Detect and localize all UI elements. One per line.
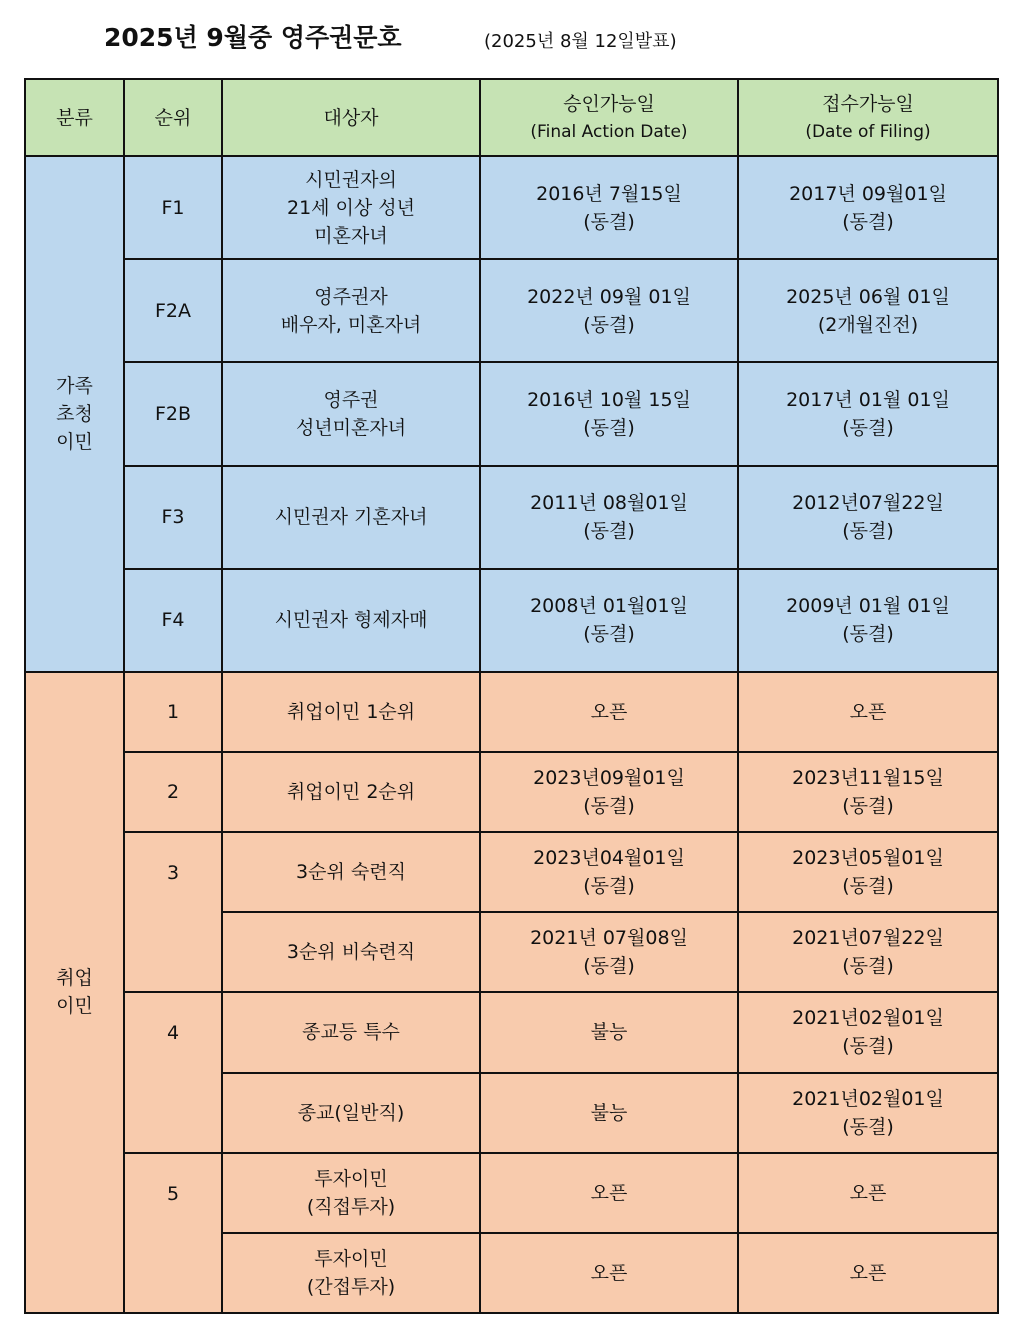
target-cell: [222, 832, 480, 912]
target-line: 투자이민: [314, 1167, 388, 1190]
filing-date: 2017년 01월 01일: [786, 389, 950, 412]
rank-cell: F1: [124, 156, 222, 259]
target-line: (직접투자): [306, 1195, 396, 1218]
filing-cell: [738, 362, 998, 465]
filing-cell: [738, 259, 998, 362]
final-action-status: 오픈: [590, 1181, 628, 1204]
rank-cell: 4: [124, 992, 222, 1152]
target-line: (간접투자): [306, 1275, 396, 1298]
filing-status: (동결): [842, 875, 894, 898]
table-row: [25, 466, 998, 569]
filing-cell: [738, 832, 998, 912]
target-cell: [222, 672, 480, 752]
table-row: [25, 752, 998, 832]
header-filing-ko: 접수가능일: [822, 92, 914, 115]
filing-cell: [738, 992, 998, 1072]
final-action-date: 2011년 08월01일: [530, 492, 688, 515]
filing-status: (2개월진전): [817, 313, 919, 336]
filing-status: (동결): [842, 520, 894, 543]
header-final-action-en: (Final Action Date): [530, 121, 688, 142]
table-row: [25, 362, 998, 465]
final-action-cell: [480, 1073, 738, 1153]
final-action-cell: [480, 1233, 738, 1313]
final-action-date: 2021년 07월08일: [530, 927, 688, 950]
final-action-status: 오픈: [590, 1261, 628, 1284]
filing-cell: [738, 156, 998, 259]
final-action-status: 불능: [590, 1021, 628, 1044]
table-row: [25, 672, 998, 752]
final-action-status: (동결): [583, 955, 635, 978]
final-action-cell: [480, 362, 738, 465]
employment-category-line: 이민: [56, 995, 93, 1018]
filing-date: 2012년07월22일: [792, 492, 944, 515]
target-cell: [222, 1233, 480, 1313]
final-action-cell: [480, 1153, 738, 1233]
rank-cell: 5: [124, 1153, 222, 1313]
target-line: 종교등 특수: [302, 1021, 400, 1044]
filing-date: 2021년02월01일: [792, 1007, 944, 1030]
final-action-cell: [480, 569, 738, 672]
filing-date: 2021년07월22일: [792, 927, 944, 950]
final-action-status: 불능: [590, 1101, 628, 1124]
family-category-line: 이민: [56, 431, 93, 454]
header-filing-en: (Date of Filing): [805, 121, 931, 142]
final-action-cell: [480, 832, 738, 912]
target-line: 시민권자의: [305, 168, 397, 191]
table-row: [25, 992, 998, 1072]
target-cell: [222, 156, 480, 259]
table-row: [25, 832, 998, 912]
final-action-date: 2008년 01월01일: [530, 595, 688, 618]
target-cell: [222, 912, 480, 992]
filing-cell: [738, 752, 998, 832]
table-row: [25, 156, 998, 259]
target-cell: [222, 752, 480, 832]
filing-status: (동결): [842, 210, 894, 233]
filing-status: (동결): [842, 417, 894, 440]
final-action-cell: [480, 992, 738, 1072]
final-action-status: 오픈: [590, 700, 628, 723]
target-line: 취업이민 2순위: [286, 781, 416, 804]
target-cell: [222, 259, 480, 362]
table-row: [25, 569, 998, 672]
filing-cell: [738, 1233, 998, 1313]
header-category: 분류: [25, 79, 124, 156]
target-line: 취업이민 1순위: [286, 700, 416, 723]
filing-cell: [738, 1073, 998, 1153]
final-action-status: (동결): [583, 520, 635, 543]
header-row: [25, 79, 998, 156]
family-category-line: 가족: [56, 375, 93, 398]
final-action-cell: [480, 466, 738, 569]
header-final-action: [480, 79, 738, 156]
target-line: 영주권자: [314, 285, 388, 308]
header-filing: [738, 79, 998, 156]
filing-status: 오픈: [849, 700, 887, 723]
filing-cell: [738, 912, 998, 992]
rank-cell: 2: [124, 752, 222, 832]
filing-status: 오픈: [849, 1261, 887, 1284]
table-row: [25, 259, 998, 362]
final-action-status: (동결): [583, 210, 635, 233]
rank-cell: 3: [124, 832, 222, 992]
target-line: 3순위 숙련직: [296, 861, 406, 884]
final-action-date: 2023년04월01일: [533, 847, 685, 870]
target-cell: [222, 1073, 480, 1153]
employment-category-line: 취업: [56, 967, 93, 990]
rank-cell: F3: [124, 466, 222, 569]
target-line: 영주권: [323, 389, 379, 412]
rank-cell: F2A: [124, 259, 222, 362]
family-category-line: 초청: [56, 403, 93, 426]
final-action-status: (동결): [583, 623, 635, 646]
header-target: 대상자: [222, 79, 480, 156]
rank-cell: F4: [124, 569, 222, 672]
filing-cell: [738, 466, 998, 569]
final-action-cell: [480, 912, 738, 992]
filing-date: 2021년02월01일: [792, 1087, 944, 1110]
final-action-cell: [480, 672, 738, 752]
filing-date: 2023년05월01일: [792, 847, 944, 870]
filing-date: 2017년 09월01일: [789, 182, 947, 205]
filing-date: 2025년 06월 01일: [786, 285, 950, 308]
target-cell: [222, 362, 480, 465]
target-line: 시민권자 기혼자녀: [274, 506, 428, 529]
visa-bulletin-table: [24, 78, 999, 1314]
final-action-cell: [480, 259, 738, 362]
filing-status: (동결): [842, 1035, 894, 1058]
filing-cell: [738, 672, 998, 752]
rank-cell: 1: [124, 672, 222, 752]
final-action-cell: [480, 752, 738, 832]
target-cell: [222, 569, 480, 672]
final-action-date: 2016년 10월 15일: [527, 389, 691, 412]
page-title: 2025년 9월중 영주권문호: [104, 23, 402, 52]
final-action-date: 2016년 7월15일: [536, 182, 682, 205]
filing-status: (동결): [842, 795, 894, 818]
filing-date: 2009년 01월 01일: [786, 595, 950, 618]
target-cell: [222, 1153, 480, 1233]
family-category-cell: [25, 156, 124, 672]
filing-status: 오픈: [849, 1181, 887, 1204]
filing-cell: [738, 1153, 998, 1233]
filing-date: 2023년11월15일: [792, 767, 944, 790]
final-action-date: 2023년09월01일: [533, 767, 685, 790]
final-action-status: (동결): [583, 417, 635, 440]
target-line: 투자이민: [314, 1247, 388, 1270]
header-final-action-ko: 승인가능일: [563, 92, 655, 115]
target-line: 시민권자 형제자매: [274, 609, 428, 632]
target-line: 종교(일반직): [297, 1101, 405, 1124]
target-line: 배우자, 미혼자녀: [280, 313, 422, 336]
final-action-status: (동결): [583, 313, 635, 336]
rank-cell: F2B: [124, 362, 222, 465]
target-cell: [222, 992, 480, 1072]
target-line: 미혼자녀: [314, 224, 388, 247]
target-line: 21세 이상 성년: [286, 196, 416, 219]
filing-status: (동결): [842, 1115, 894, 1138]
filing-status: (동결): [842, 623, 894, 646]
target-line: 3순위 비숙련직: [286, 941, 416, 964]
announcement-date: (2025년 8월 12일발표): [484, 31, 677, 52]
final-action-date: 2022년 09월 01일: [527, 285, 691, 308]
final-action-cell: [480, 156, 738, 259]
target-cell: [222, 466, 480, 569]
table-row: [25, 1153, 998, 1233]
filing-status: (동결): [842, 955, 894, 978]
filing-cell: [738, 569, 998, 672]
header-rank: 순위: [124, 79, 222, 156]
target-line: 성년미혼자녀: [295, 417, 407, 440]
final-action-status: (동결): [583, 795, 635, 818]
final-action-status: (동결): [583, 875, 635, 898]
employment-category-cell: [25, 672, 124, 1313]
